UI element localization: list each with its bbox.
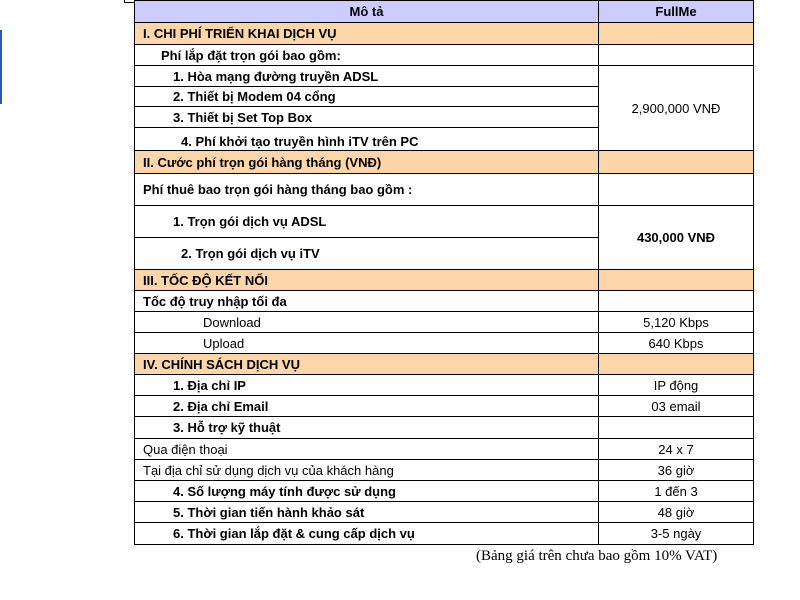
table-row (135, 460, 754, 481)
row-label: 4. Số lượng máy tính được sử dụng (135, 481, 599, 502)
row-label: 2. Thiết bị Modem 04 cổng (135, 87, 599, 107)
table-row (135, 45, 754, 66)
section-title: II. Cước phí trọn gói hàng tháng (VNĐ) (135, 151, 599, 174)
row-label: 6. Thời gian lắp đặt & cung cấp dịch vụ (135, 523, 599, 545)
row-value: 2,900,000 VNĐ (599, 66, 754, 151)
section-row (135, 23, 754, 45)
table-row (135, 206, 754, 238)
row-value (599, 45, 754, 66)
row-label: Tốc độ truy nhập tối đa (135, 291, 599, 312)
row-value (599, 417, 754, 439)
table-row (135, 291, 754, 312)
row-label: 3. Hỗ trợ kỹ thuật (135, 417, 599, 439)
row-value: 1 đến 3 (599, 481, 754, 502)
row-value: 430,000 VNĐ (599, 206, 754, 270)
row-label: 1. Hòa mạng đường truyền ADSL (135, 66, 599, 87)
edge-fragment (0, 30, 2, 104)
row-label: Upload (135, 333, 599, 354)
row-label: 1. Trọn gói dịch vụ ADSL (135, 206, 599, 238)
table-header-row (135, 1, 754, 23)
table-row (135, 396, 754, 417)
header-value: FullMe (599, 1, 754, 23)
vat-footnote: (Bảng giá trên chưa bao gồm 10% VAT) (476, 548, 718, 564)
section-row (135, 270, 754, 291)
row-value: IP động (599, 375, 754, 396)
table-row (135, 375, 754, 396)
row-value: 48 giờ (599, 502, 754, 523)
section-row (135, 151, 754, 174)
row-value: 24 x 7 (599, 439, 754, 460)
table-row (135, 502, 754, 523)
table-row (135, 174, 754, 206)
row-value: 03 email (599, 396, 754, 417)
row-value (599, 291, 754, 312)
row-label: 3. Thiết bị Set Top Box (135, 107, 599, 128)
row-label: 1. Địa chỉ IP (135, 375, 599, 396)
row-value: 640 Kbps (599, 333, 754, 354)
table-row (135, 439, 754, 460)
row-label: Download (135, 312, 599, 333)
row-label: Qua điện thoại (135, 439, 599, 460)
row-value: 5,120 Kbps (599, 312, 754, 333)
section-value-cell (599, 354, 754, 375)
section-value-cell (599, 270, 754, 291)
section-title: IV. CHÍNH SÁCH DỊCH VỤ (135, 354, 599, 375)
row-label: Phí thuê bao trọn gói hàng tháng bao gồm : (135, 174, 599, 206)
table-row (135, 523, 754, 545)
row-label: Phí lắp đặt trọn gói bao gồm: (135, 45, 599, 66)
row-label: 4. Phí khởi tạo truyền hình iTV trên PC (135, 128, 599, 151)
section-title: III. TỐC ĐỘ KẾT NỐI (135, 270, 599, 291)
price-table (134, 0, 754, 545)
row-label: Tại địa chỉ sử dụng dịch vụ của khách hàng (135, 460, 599, 481)
row-value: 3-5 ngày (599, 523, 754, 545)
table-row (135, 481, 754, 502)
table-row (135, 417, 754, 439)
section-value-cell (599, 151, 754, 174)
section-value-cell (599, 23, 754, 45)
table-row (135, 66, 754, 87)
table-row (135, 312, 754, 333)
row-value: 36 giờ (599, 460, 754, 481)
row-label: 2. Trọn gói dịch vụ iTV (135, 238, 599, 270)
row-label: 2. Địa chỉ Email (135, 396, 599, 417)
row-value (599, 174, 754, 206)
section-row (135, 354, 754, 375)
section-title: I. CHI PHÍ TRIỂN KHAI DỊCH VỤ (135, 23, 599, 45)
row-label: 5. Thời gian tiến hành khảo sát (135, 502, 599, 523)
header-desc: Mô tả (135, 1, 599, 23)
table-row (135, 333, 754, 354)
